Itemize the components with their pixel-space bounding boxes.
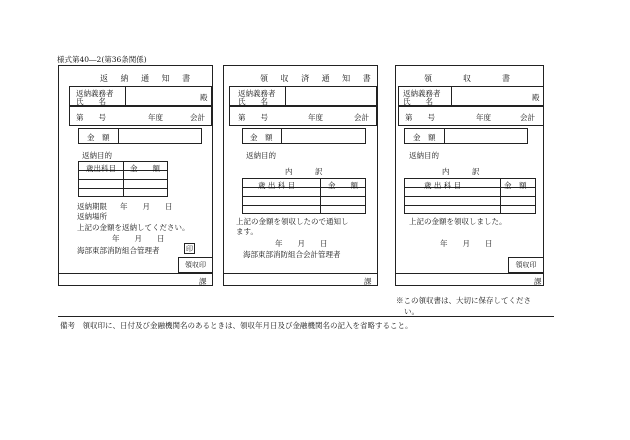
receipt-message-2: ます。 bbox=[236, 227, 258, 236]
issuer-name: 海部東部消防組合会計管理者 bbox=[243, 250, 341, 259]
refund-message: 上記の金額を返納してください。 bbox=[77, 223, 190, 232]
table-header-amount: 金 額 bbox=[504, 181, 527, 190]
dept-label: 課 bbox=[534, 277, 542, 286]
year-label: 年度 bbox=[308, 113, 323, 122]
seal-mark: 印 bbox=[186, 245, 193, 253]
account-label: 会計 bbox=[190, 113, 205, 122]
dept-label: 課 bbox=[364, 277, 372, 286]
number-label: 第 号 bbox=[405, 113, 435, 122]
issue-date: 年 月 日 bbox=[112, 234, 165, 243]
breakdown-label: 内 訳 bbox=[442, 167, 480, 176]
table-header-subject: 歳 出 科 目 bbox=[258, 181, 296, 190]
amount-label: 金 額 bbox=[250, 133, 273, 142]
refund-notice-title: 返 納 通 知 書 bbox=[100, 74, 196, 83]
stamp-box: 領収印 bbox=[178, 257, 213, 273]
dept-label: 課 bbox=[199, 277, 207, 286]
receipt-title: 領 収 書 bbox=[424, 74, 515, 83]
purpose-label: 返納目的 bbox=[246, 151, 276, 160]
receipt-notice-title: 領 収 済 通 知 書 bbox=[260, 74, 376, 83]
issuer-name: 海部東部消防組合管理者 bbox=[77, 246, 160, 255]
place-label: 返納場所 bbox=[77, 212, 107, 221]
keep-note-1: ※この領収書は、大切に保存してくださ bbox=[396, 296, 531, 305]
table-header-amount: 金 額 bbox=[328, 181, 358, 190]
form-number-label: 様式第40―2(第36条関係) bbox=[57, 55, 147, 64]
purpose-label: 返納目的 bbox=[82, 151, 112, 160]
amount-label: 金 額 bbox=[413, 133, 436, 142]
table-header-subject: 歳出科目 bbox=[86, 164, 116, 173]
keep-note-2: い。 bbox=[404, 307, 419, 316]
obligor-label: 返納義務者 bbox=[403, 89, 441, 98]
stamp-box: 領収印 bbox=[508, 257, 544, 273]
number-label: 第 号 bbox=[238, 113, 268, 122]
honorific-label: 殿 bbox=[532, 93, 540, 102]
year-label: 年度 bbox=[148, 113, 163, 122]
remarks: 備考 領収印に、日付及び金融機関名のあるときは、領収年月日及び金融機関名の記入を省略すること。 bbox=[60, 321, 413, 330]
receipt-message-1: 上記の金額を領収したので通知し bbox=[236, 217, 349, 226]
table-header-amount: 金 額 bbox=[130, 164, 160, 173]
account-label: 会計 bbox=[520, 113, 535, 122]
honorific-label: 殿 bbox=[200, 93, 208, 102]
issue-date: 年 月 日 bbox=[275, 239, 328, 248]
breakdown-label: 内 訳 bbox=[285, 167, 323, 176]
name-label: 氏 名 bbox=[238, 97, 268, 106]
account-label: 会計 bbox=[354, 113, 369, 122]
amount-label: 金 額 bbox=[87, 133, 110, 142]
obligor-label: 返納義務者 bbox=[76, 89, 114, 98]
name-label: 氏 名 bbox=[76, 97, 106, 106]
obligor-label: 返納義務者 bbox=[238, 89, 276, 98]
issue-date: 年 月 日 bbox=[440, 239, 493, 248]
deadline-label: 返納期限 bbox=[77, 202, 107, 211]
name-label: 氏 名 bbox=[403, 97, 433, 106]
table-header-subject: 歳 出 科 目 bbox=[424, 181, 462, 190]
purpose-label: 返納目的 bbox=[409, 151, 439, 160]
number-label: 第 号 bbox=[76, 113, 106, 122]
deadline-date: 年 月 日 bbox=[120, 202, 173, 211]
year-label: 年度 bbox=[476, 113, 491, 122]
receipt-message: 上記の金額を領収しました。 bbox=[409, 217, 507, 226]
